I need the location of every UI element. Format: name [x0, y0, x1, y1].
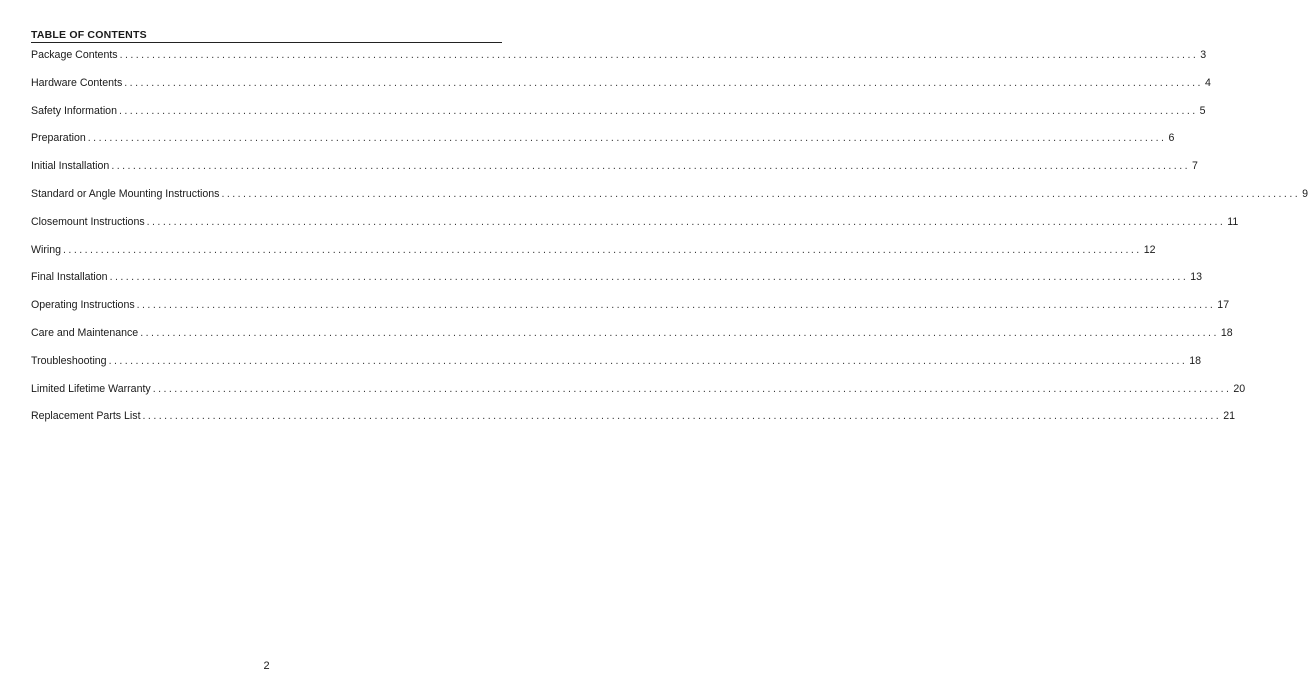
toc-entry-safety-information[interactable]	[31, 104, 1206, 132]
dot-leader: ........................................................................................................................................................................................................	[152, 382, 1232, 395]
toc-entry-wiring[interactable]	[31, 243, 1156, 271]
toc-entry-label: Operating Instructions	[31, 299, 135, 312]
toc-entry-label: Package Contents	[31, 49, 118, 61]
dot-leader: ........................................................................................................................................................................................................	[109, 271, 1189, 284]
toc-entry-page: 9	[1302, 187, 1308, 200]
toc-heading: TABLE OF CONTENTS	[31, 29, 502, 43]
toc-entry-closemount-instructions[interactable]	[31, 215, 1239, 243]
toc-entry-label: Hardware Contents	[31, 76, 123, 89]
toc-entry-page: 13	[1190, 271, 1203, 284]
toc-entry-page: 4	[1204, 76, 1211, 89]
toc-entry-page: 12	[1143, 243, 1156, 256]
toc-entry-label: Limited Lifetime Warranty	[31, 382, 151, 395]
dot-leader: ........................................................................................................................................................................................................	[118, 104, 1198, 117]
dot-leader: ........................................................................................................................................................................................................	[136, 299, 1216, 312]
dot-leader: ........................................................................................................................................................................................................	[111, 160, 1190, 173]
toc-entry-operating-instructions[interactable]	[31, 298, 1230, 326]
toc-entry-label: Wiring	[31, 243, 62, 256]
toc-entry-label: Final Installation	[31, 271, 108, 284]
dot-leader: ........................................................................................................................................................................................................	[142, 410, 1222, 423]
toc-entry-page: 18	[1220, 326, 1233, 339]
dot-leader: ........................................................................................................................................................................................................	[146, 215, 1226, 228]
toc-entry-label: Troubleshooting	[31, 354, 107, 367]
toc-entry-hardware-contents[interactable]	[31, 76, 1211, 104]
toc-entry-page: 21	[1223, 410, 1235, 423]
dot-leader: ........................................................................................................................................................................................................	[119, 49, 1199, 61]
toc-entry-initial-installation[interactable]	[31, 159, 1198, 187]
dot-leader: ........................................................................................................................................................................................................	[108, 354, 1188, 367]
toc-entry-page: 5	[1199, 104, 1206, 117]
toc-entry-page: 7	[1191, 160, 1198, 173]
toc-entry-page: 6	[1168, 132, 1175, 145]
toc-entry-label: Closemount Instructions	[31, 215, 145, 228]
toc-entry-care-and-maintenance[interactable]	[31, 326, 1233, 354]
toc-entry-final-installation[interactable]	[31, 270, 1203, 298]
dot-leader: ........................................................................................................................................................................................................	[140, 326, 1219, 339]
toc-entry-label: Care and Maintenance	[31, 326, 139, 339]
dot-leader: ........................................................................................................................................................................................................	[87, 132, 1167, 145]
toc-entry-troubleshooting[interactable]	[31, 354, 1202, 382]
toc-entry-label: Initial Installation	[31, 160, 110, 173]
toc-entry-limited-lifetime-warranty[interactable]	[31, 382, 1246, 410]
toc-entry-replacement-parts-list[interactable]	[31, 409, 1235, 437]
toc-entry-package-contents[interactable]	[31, 48, 1207, 76]
toc-entry-page: 11	[1227, 215, 1239, 228]
toc-entry-mounting-instructions[interactable]	[31, 187, 1308, 215]
toc-entry-label: Safety Information	[31, 104, 117, 117]
page-number: 2	[263, 660, 270, 672]
dot-leader: ........................................................................................................................................................................................................	[221, 187, 1301, 200]
toc-entry-label: Preparation	[31, 132, 86, 145]
toc-list	[31, 48, 1308, 437]
toc-entry-page: 20	[1233, 382, 1246, 395]
toc-entry-label: Standard or Angle Mounting Instructions	[31, 187, 220, 200]
toc-entry-preparation[interactable]	[31, 131, 1175, 159]
toc-entry-page: 17	[1217, 299, 1230, 312]
toc-entry-page: 3	[1200, 49, 1207, 61]
toc-entry-page: 18	[1189, 354, 1202, 367]
toc-entry-label: Replacement Parts List	[31, 410, 141, 423]
dot-leader: ........................................................................................................................................................................................................	[63, 243, 1142, 256]
dot-leader: ........................................................................................................................................................................................................	[124, 76, 1203, 89]
